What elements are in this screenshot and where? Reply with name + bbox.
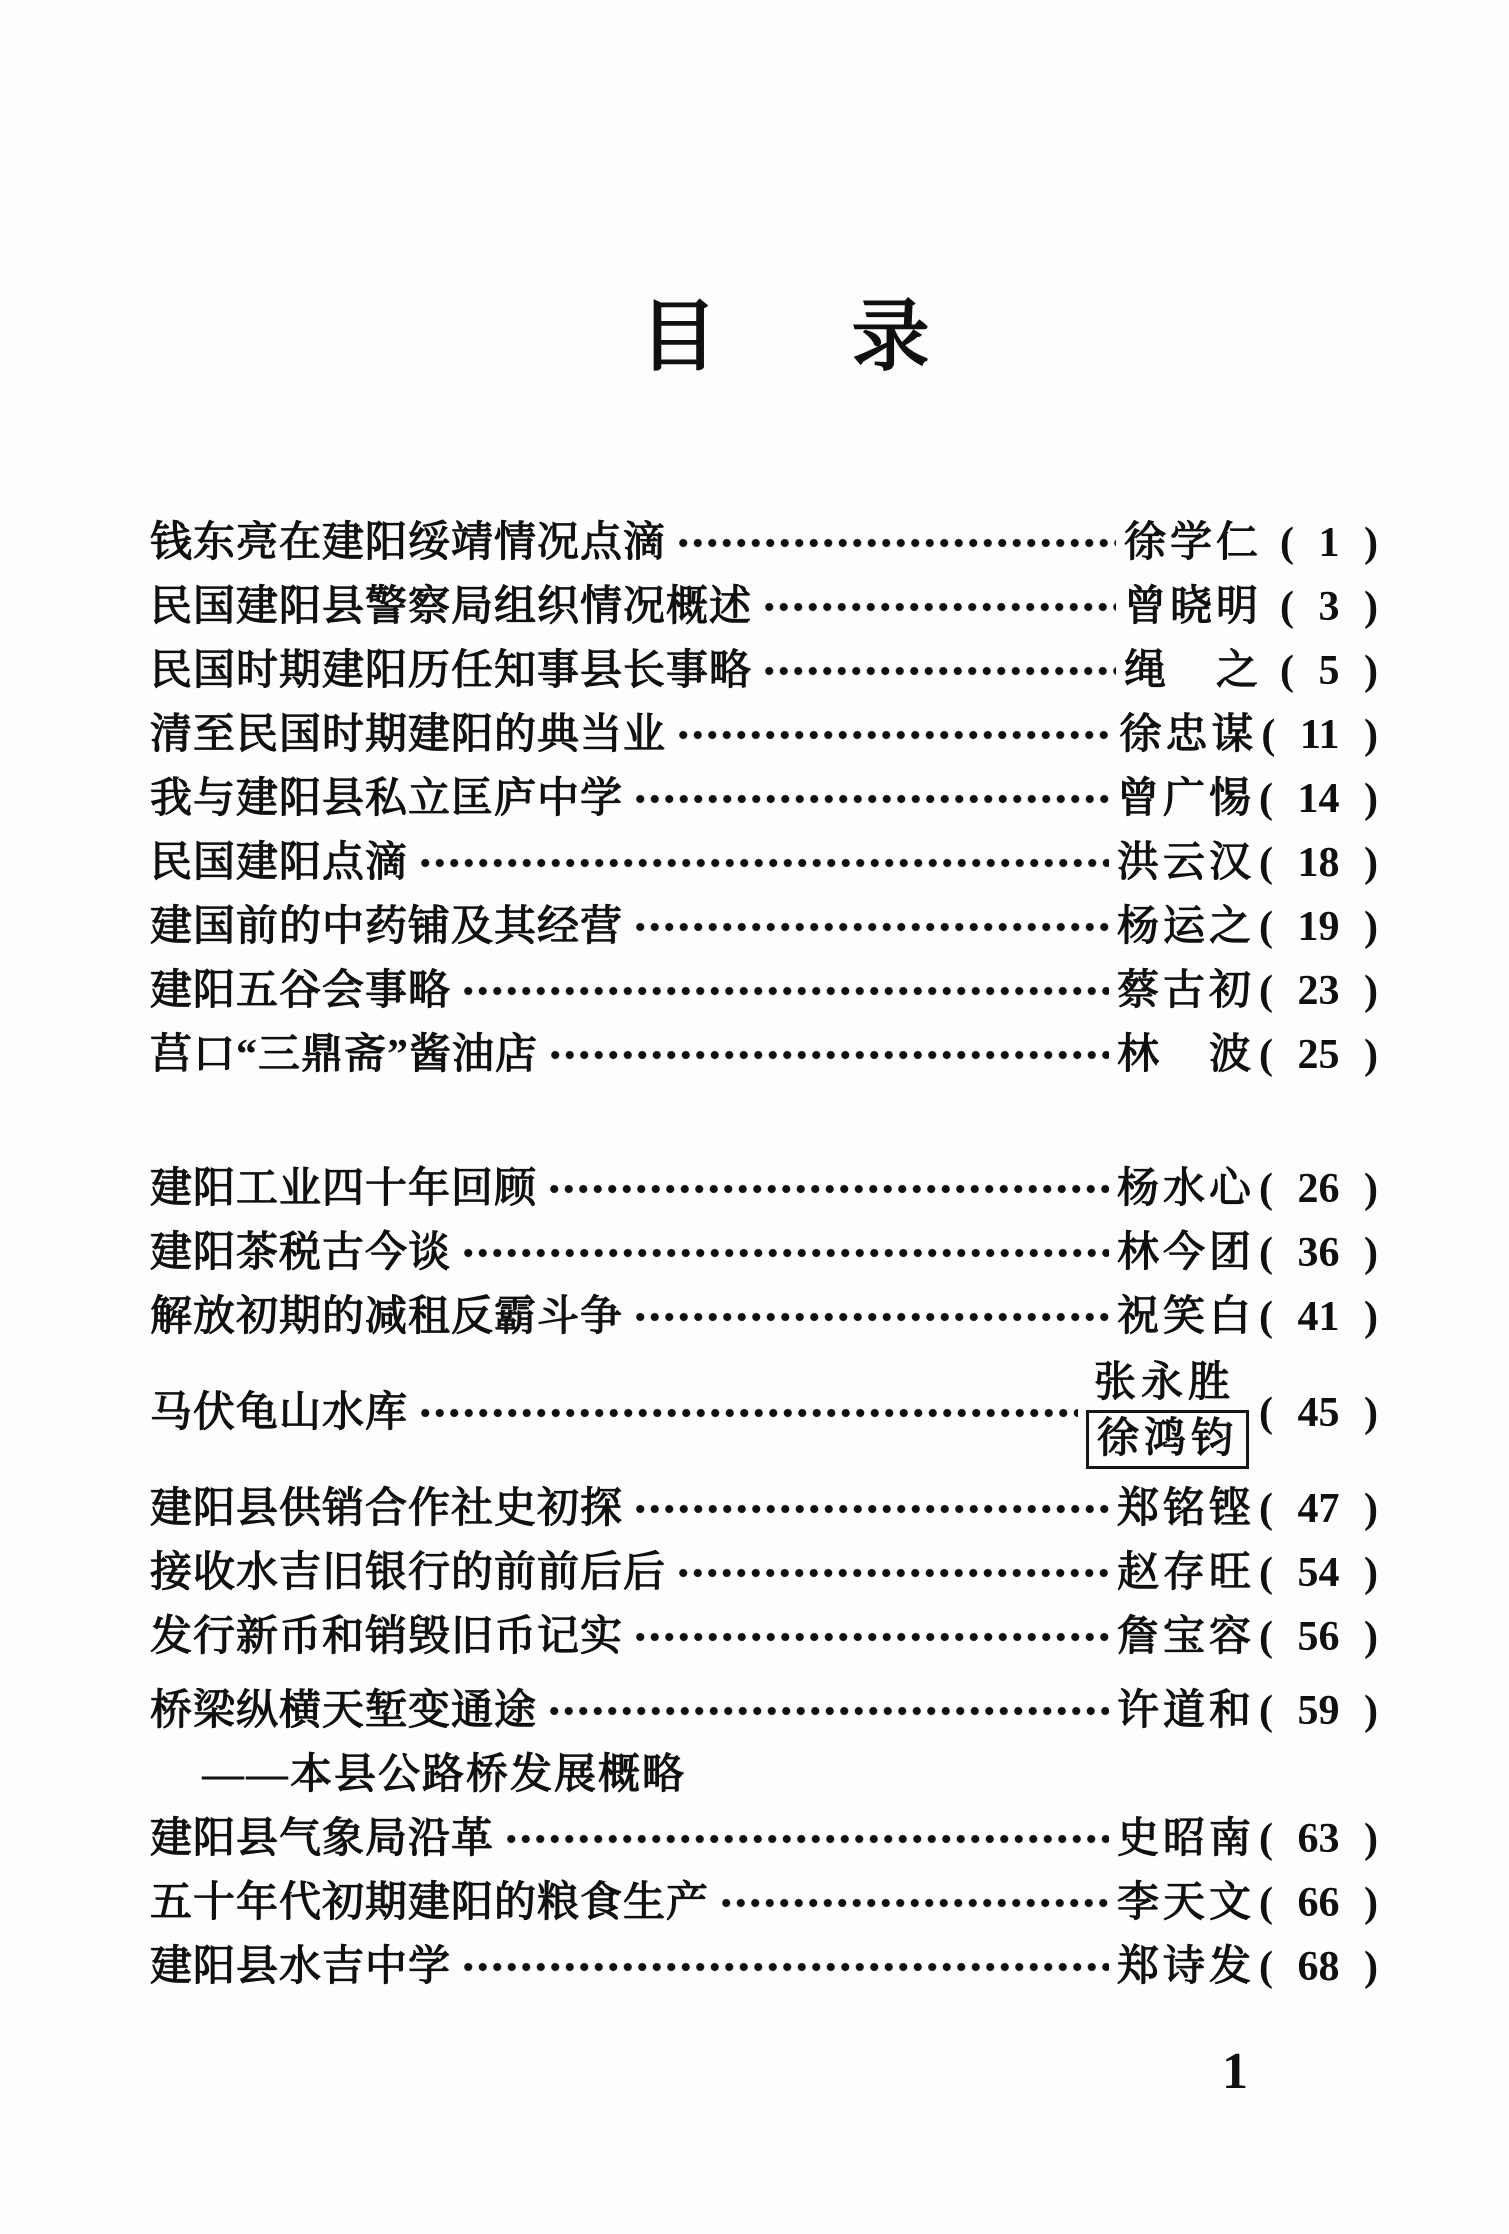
entry-page: ( 56 ): [1259, 1614, 1378, 1660]
entry-title: 解放初期的减租反霸斗争: [150, 1294, 624, 1340]
entry-title: 五十年代初期建阳的粮食生产: [150, 1880, 710, 1926]
dot-leader: [633, 895, 1109, 959]
entry-author: 绳 之: [1123, 648, 1262, 694]
entry-author: 徐学仁: [1123, 520, 1262, 566]
page-title: [30, 292, 1509, 382]
dot-leader: [547, 1679, 1109, 1743]
toc-entry: [150, 767, 1378, 831]
toc-entry: [150, 1477, 1378, 1541]
toc-entry: [150, 1605, 1378, 1669]
dot-leader: [547, 1157, 1109, 1221]
toc-entry: [150, 1349, 1378, 1477]
dot-leader: [461, 959, 1109, 1023]
toc-list: [150, 511, 1378, 1999]
dot-leader: [633, 1285, 1109, 1349]
entry-author: 徐鸿钧: [1086, 1413, 1249, 1469]
dot-leader: [504, 1807, 1109, 1871]
toc-entry: [150, 895, 1378, 959]
dot-leader: [461, 1935, 1109, 1999]
toc-entry: [150, 959, 1378, 1023]
entry-page: ( 41 ): [1259, 1294, 1378, 1340]
toc-entry: [150, 1221, 1378, 1285]
entry-title: 接收水吉旧银行的前前后后: [150, 1550, 667, 1596]
entry-page: ( 36 ): [1259, 1230, 1378, 1276]
dot-leader: [633, 767, 1109, 831]
entry-page: ( 18 ): [1259, 840, 1378, 886]
entry-title: 民国建阳县警察局组织情况概述: [150, 584, 753, 630]
toc-entry: [150, 1023, 1378, 1087]
entry-author: 史昭南: [1117, 1816, 1256, 1862]
entry-page: ( 5 ): [1280, 648, 1378, 694]
entry-author: 詹宝容: [1117, 1614, 1256, 1660]
entry-author: 祝笑白: [1117, 1294, 1256, 1340]
entry-page: ( 25 ): [1259, 1032, 1378, 1078]
entry-title: 建阳县气象局沿革: [150, 1816, 495, 1862]
entry-title: 清至民国时期建阳的典当业: [150, 712, 667, 758]
dot-leader: [719, 1871, 1109, 1935]
dot-leader: [461, 1221, 1109, 1285]
toc-section-1: [150, 511, 1378, 1087]
entry-title: 建阳茶税古今谈: [150, 1230, 452, 1276]
dot-leader: [633, 1477, 1109, 1541]
entry-subtitle: ——本县公路桥发展概略: [202, 1752, 687, 1798]
entry-title: 建国前的中药铺及其经营: [150, 904, 624, 950]
entry-page: ( 59 ): [1259, 1688, 1378, 1734]
entry-author: 杨运之: [1117, 904, 1256, 950]
entry-author: 赵存旺: [1117, 1550, 1256, 1596]
entry-title: 马伏龟山水库: [150, 1390, 409, 1436]
entry-page: ( 19 ): [1259, 904, 1378, 950]
toc-entry: [150, 1871, 1378, 1935]
entry-author: 蔡古初: [1117, 968, 1256, 1014]
entry-page: ( 47 ): [1259, 1486, 1378, 1532]
entry-page: ( 54 ): [1259, 1550, 1378, 1596]
toc-entry: [150, 639, 1378, 703]
dot-leader: [676, 703, 1111, 767]
entry-title: 桥梁纵横天堑变通途: [150, 1688, 538, 1734]
entry-page: ( 63 ): [1259, 1816, 1378, 1862]
toc-entry: [150, 1157, 1378, 1221]
toc-entry: [150, 1935, 1378, 1999]
dot-leader: [633, 1605, 1109, 1669]
entry-author: 林 波: [1117, 1032, 1256, 1078]
entry-title: 我与建阳县私立匡庐中学: [150, 776, 624, 822]
entry-author: 徐忠谋: [1119, 712, 1258, 758]
dot-leader: [548, 1023, 1109, 1087]
entry-author: 李天文: [1117, 1880, 1256, 1926]
entry-author: 曾广惕: [1117, 776, 1256, 822]
entry-page: ( 1 ): [1280, 520, 1378, 566]
toc-section-3: [150, 1679, 1378, 1999]
entry-title: 莒口“三鼎斋”酱油店: [150, 1032, 539, 1078]
entry-title: 建阳县供销合作社史初探: [150, 1486, 624, 1532]
page-title-text: 目录: [639, 293, 1064, 380]
toc-entry: [150, 831, 1378, 895]
dot-leader: [762, 639, 1116, 703]
entry-author: 郑诗发: [1117, 1944, 1256, 1990]
entry-author: 曾晓明: [1123, 584, 1262, 630]
entry-page: ( 26 ): [1259, 1166, 1378, 1212]
toc-entry: [150, 1679, 1378, 1743]
toc-entry: [150, 703, 1378, 767]
dot-leader: [762, 575, 1116, 639]
entry-page: ( 23 ): [1259, 968, 1378, 1014]
page-number: 1: [1222, 2043, 1248, 2100]
entry-author: 郑铭铿: [1117, 1486, 1256, 1532]
entry-author-stack: [1086, 1349, 1249, 1477]
entry-title: 发行新币和销毁旧币记实: [150, 1614, 624, 1660]
dot-leader: [418, 831, 1109, 895]
toc-entry: [150, 575, 1378, 639]
entry-page: ( 11 ): [1261, 712, 1378, 758]
entry-page: ( 3 ): [1280, 584, 1378, 630]
entry-title: 建阳县水吉中学: [150, 1944, 452, 1990]
entry-author: 林今团: [1117, 1230, 1256, 1276]
dot-leader: [676, 511, 1116, 575]
toc-section-2: [150, 1157, 1378, 1669]
entry-title: 民国建阳点滴: [150, 840, 409, 886]
entry-author: 杨水心: [1117, 1166, 1256, 1212]
entry-author: 洪云汉: [1117, 840, 1256, 886]
entry-title: 钱东亮在建阳绥靖情况点滴: [150, 520, 667, 566]
entry-title: 建阳五谷会事略: [150, 968, 452, 1014]
entry-page: ( 68 ): [1259, 1944, 1378, 1990]
entry-page: ( 45 ): [1259, 1390, 1378, 1436]
entry-author: 张永胜: [1086, 1357, 1249, 1413]
dot-leader: [676, 1541, 1109, 1605]
toc-entry: [150, 1285, 1378, 1349]
entry-page: ( 14 ): [1259, 776, 1378, 822]
toc-entry: [150, 1541, 1378, 1605]
entry-title: 民国时期建阳历任知事县长事略: [150, 648, 753, 694]
toc-entry: [150, 1807, 1378, 1871]
entry-page: ( 66 ): [1259, 1880, 1378, 1926]
dot-leader: [418, 1349, 1078, 1477]
entry-author: 许道和: [1117, 1688, 1256, 1734]
toc-entry: [150, 511, 1378, 575]
entry-title: 建阳工业四十年回顾: [150, 1166, 538, 1212]
